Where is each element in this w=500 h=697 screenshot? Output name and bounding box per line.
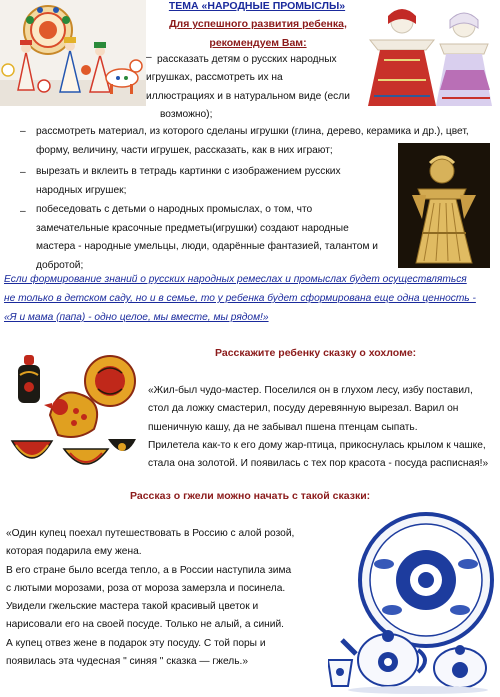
bullet-4-line: побеседовать с детьми о народных промыслах, о том, что [36, 204, 313, 215]
gzhel-story-line: «Один купец поехал путешествовать в Россию с алой розой, [6, 528, 295, 539]
khokhloma-story-line: «Жил-был чудо-мастер. Поселился он в глухом лесу, избу поставил, [148, 385, 473, 396]
gzhel-story-line: появилась эта чудесная " синяя " сказка — гжель.» [6, 656, 249, 668]
gzhel-story-line: нарисовали его на своей посуде. Только не алый, а синий. [6, 619, 284, 631]
gzhel-story [6, 525, 326, 671]
gzhel-story-line: А купец отвез жене в подарок эту посуду. С той поры и [6, 637, 266, 649]
bullet-3-line: вырезать и вклеить в тетрадь картинки с изображением русских [36, 166, 341, 177]
bullet-4-text [36, 201, 398, 275]
bullet-4-line: добротой; [36, 259, 84, 271]
gzhel-story-line: Увидели гжельские мастера такой красивый цветок и [6, 601, 259, 613]
gzhel-story-line: которая подарила ему жена. [6, 546, 142, 558]
rag-dolls-image [360, 0, 500, 110]
khokhloma-story-line: Прилетела как-то к его дому жар-птица, прикоснулась крылом к чашке, [148, 439, 486, 451]
bullet-1-continuation [146, 69, 366, 125]
family-note-line: «Я и мама (папа) - одно целое, мы вместе, мы рядом!» [4, 312, 269, 323]
bullet-dash: – [20, 126, 26, 137]
family-note-line: Если формирование знаний о русских народных ремеслах и промыслах будет осуществляться [4, 274, 467, 285]
dymkovo-toys-image [0, 0, 146, 106]
khokhloma-story [148, 382, 500, 473]
gzhel-story-line: с лютыми морозами, роза от мороза замерзла и посинела. [6, 582, 286, 594]
bullet-dash: – [20, 167, 26, 178]
straw-doll-image [398, 143, 490, 268]
gzhel-story-line: В его стране было всегда тепло, а в России наступила зима [6, 564, 292, 576]
gzhel-image [328, 510, 498, 695]
bullet-2-line: рассмотреть материал, из которого сделаны игрушки (глина, дерево, керамика и др.), цвет, [36, 126, 469, 137]
bullet-1-line: игрушках, рассмотреть их на [146, 72, 283, 83]
bullet-4-line: мастера - народные умельцы, люди, одарённые фантазией, талантом и [36, 241, 378, 253]
khokhloma-image [8, 345, 136, 480]
bullet-3-line: народных игрушек; [36, 184, 127, 196]
page-title: ТЕМА «НАРОДНЫЕ ПРОМЫСЛЫ» [168, 0, 346, 12]
bullet-1-text [157, 51, 363, 70]
bullet-2-line: форму, величину, части игрушек, рассказать, как в них играют; [36, 144, 333, 156]
bullet-3-text [36, 163, 396, 200]
family-note [4, 270, 498, 327]
bullet-4-line: замечательные красочные предметы(игрушки) создают народные [36, 222, 349, 234]
khokhloma-heading: Расскажите ребенку сказку о хохломе: [215, 347, 417, 359]
family-note-line: не только в детском саду, но и в семье, то у ребенка будет сформирована еще одна ценность - [4, 293, 476, 304]
bullet-dash: – [20, 206, 26, 217]
khokhloma-story-line: стала она золотой. И появилась с тех пор красота - посуда расписная!» [148, 458, 489, 470]
bullet-1-line: возможно); [160, 109, 213, 121]
subtitle-line-1: Для успешного развития ребенка, [169, 18, 347, 30]
bullet-dash: – [146, 52, 152, 63]
gzhel-heading: Рассказ о гжели можно начать с такой сказки: [130, 490, 371, 502]
bullet-1-line: иллюстрациях и в натуральном виде (если [146, 90, 350, 102]
khokhloma-story-line: пшеничную кашу, да не забывал пшена птенцам сыпать. [148, 421, 418, 433]
subtitle-line-2: рекомендуем Вам: [209, 37, 307, 49]
bullet-1-line: рассказать детям о русских народных [157, 54, 337, 65]
khokhloma-story-line: стол да ложку смастерил, посуду деревянную вырезал. Варил он [148, 403, 459, 415]
